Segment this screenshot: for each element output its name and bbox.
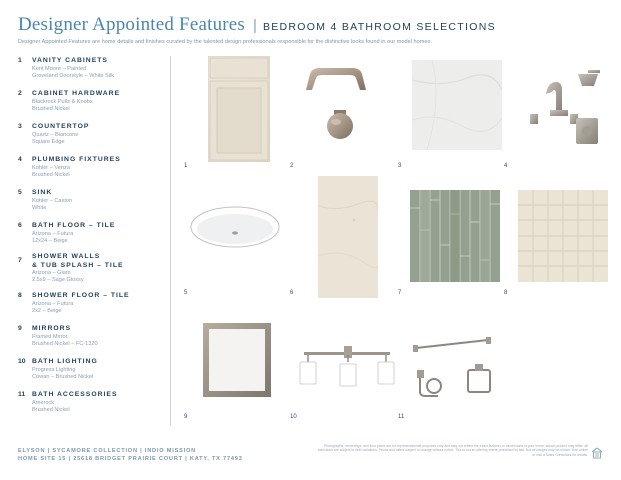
countertop-sample-image (412, 60, 502, 150)
item-detail: Blackrock Pulls & Knobs (32, 98, 93, 105)
footer-line-homesite: HOME SITE 15 | 25618 BRIDGET PRAIRIE COURT | KATY, TX 77493 (18, 456, 243, 462)
item-number: 7 (18, 257, 22, 264)
image-caption: 1 (184, 163, 188, 169)
item-detail: Square Edge (32, 138, 65, 145)
item-detail: 2.5x9 – Sage Glossy (32, 277, 84, 283)
shower-floor-tile-image (518, 190, 608, 282)
item-number: 1 (18, 57, 22, 64)
item-detail: Kent Moore – Painted (32, 65, 87, 72)
item-number: 9 (18, 325, 22, 332)
item-detail: Groveland Doorstyle – White Silk (32, 72, 115, 79)
image-caption: 10 (290, 414, 297, 420)
bath-floor-tile-image (318, 176, 378, 298)
item-number: 10 (18, 358, 26, 365)
equal-housing-icon (591, 447, 603, 459)
item-title: VANITY CABINETS (32, 57, 108, 64)
shower-wall-tile-image (410, 190, 500, 282)
item-detail: Brushed Nickel (32, 105, 70, 112)
item-detail: Quartz – Biancone (32, 131, 79, 138)
page-title: Designer Appointed Features (18, 14, 246, 35)
item-number: 2 (18, 90, 22, 97)
item-detail: Amerock (32, 399, 55, 406)
footer-address (18, 447, 243, 463)
item-detail: Kohler – Venza (32, 164, 70, 171)
item-title: SHOWER FLOOR – TILE (32, 292, 130, 299)
framed-mirror-image (203, 323, 271, 397)
intro-text: Designer Appointed Features are home details and finishes curated by the talented design professionals responsible for the distinctive looks found in our model homes. (18, 39, 432, 45)
item-title: PLUMBING FIXTURES (32, 156, 121, 163)
plumbing-fixtures-image (526, 64, 606, 150)
item-title-line-2: & TUB SPLASH – TILE (32, 261, 124, 269)
item-detail: 2x2 – Beige (32, 307, 62, 314)
item-title: BATH FLOOR – TILE (32, 222, 116, 229)
item-detail: White (32, 204, 47, 211)
image-caption: 9 (184, 414, 188, 420)
image-caption: 11 (398, 414, 405, 420)
page-subtitle: BEDROOM 4 BATHROOM SELECTIONS (262, 21, 496, 33)
item-detail: Framed Mirror (32, 333, 68, 340)
footer-line-community: ELYSON | SYCAMORE COLLECTION | INDIO MISSION (18, 448, 196, 454)
item-title: BATH ACCESSORIES (32, 391, 118, 398)
item-detail: Brushed Nickel (32, 406, 70, 413)
image-caption: 2 (290, 163, 294, 169)
item-title: COUNTERTOP (32, 123, 90, 130)
item-title: BATH LIGHTING (32, 358, 98, 365)
image-caption: 5 (184, 290, 188, 296)
item-detail: Progress Lighting (32, 366, 76, 373)
item-number: 3 (18, 123, 22, 130)
divider-rule (170, 56, 171, 426)
cabinet-hardware-image (300, 60, 370, 140)
bath-lighting-image (296, 344, 396, 390)
image-caption: 7 (398, 290, 402, 296)
bath-accessories-image (412, 334, 502, 404)
item-title: MIRRORS (32, 325, 72, 332)
item-detail: Cowan – Brushed Nickel (32, 373, 94, 380)
title-separator: | (253, 17, 257, 34)
item-number: 5 (18, 189, 22, 196)
page-header (18, 14, 496, 40)
item-number: 8 (18, 292, 22, 299)
item-detail: Kohler – Caxton (32, 197, 73, 204)
footer-disclaimer: Photographs, renderings, and floor plans are for representational purposes only and may not reflect the exact features or dimensions of your home; actual product may differ. All selections are subject to field variations. Prices and offers subject to change without notice. This is not an offering where prohibited by law. Not all images may be shown. See online or visit a Sales Consultant for details. (317, 444, 588, 457)
item-detail: Arizona – Futura (32, 230, 74, 237)
image-caption: 8 (504, 290, 508, 296)
sink-image (188, 205, 282, 251)
vanity-cabinet-door-image (208, 56, 270, 162)
item-number: 4 (18, 156, 22, 163)
item-title: CABINET HARDWARE (32, 90, 121, 97)
item-number: 11 (18, 391, 26, 398)
item-title: SINK (32, 189, 53, 196)
item-detail: Arizona – Futura (32, 300, 74, 307)
item-detail: 12x24 – Beige (32, 237, 68, 244)
item-detail: Arizona – Glam (32, 270, 71, 276)
item-number: 6 (18, 222, 22, 229)
image-caption: 6 (290, 290, 294, 296)
item-detail: Brushed Nickel (32, 171, 70, 178)
item-detail: Brushed Nickel – FC-1320 (32, 340, 98, 347)
item-title: SHOWER WALLS (32, 253, 101, 260)
image-caption: 4 (504, 163, 508, 169)
image-caption: 3 (398, 163, 402, 169)
